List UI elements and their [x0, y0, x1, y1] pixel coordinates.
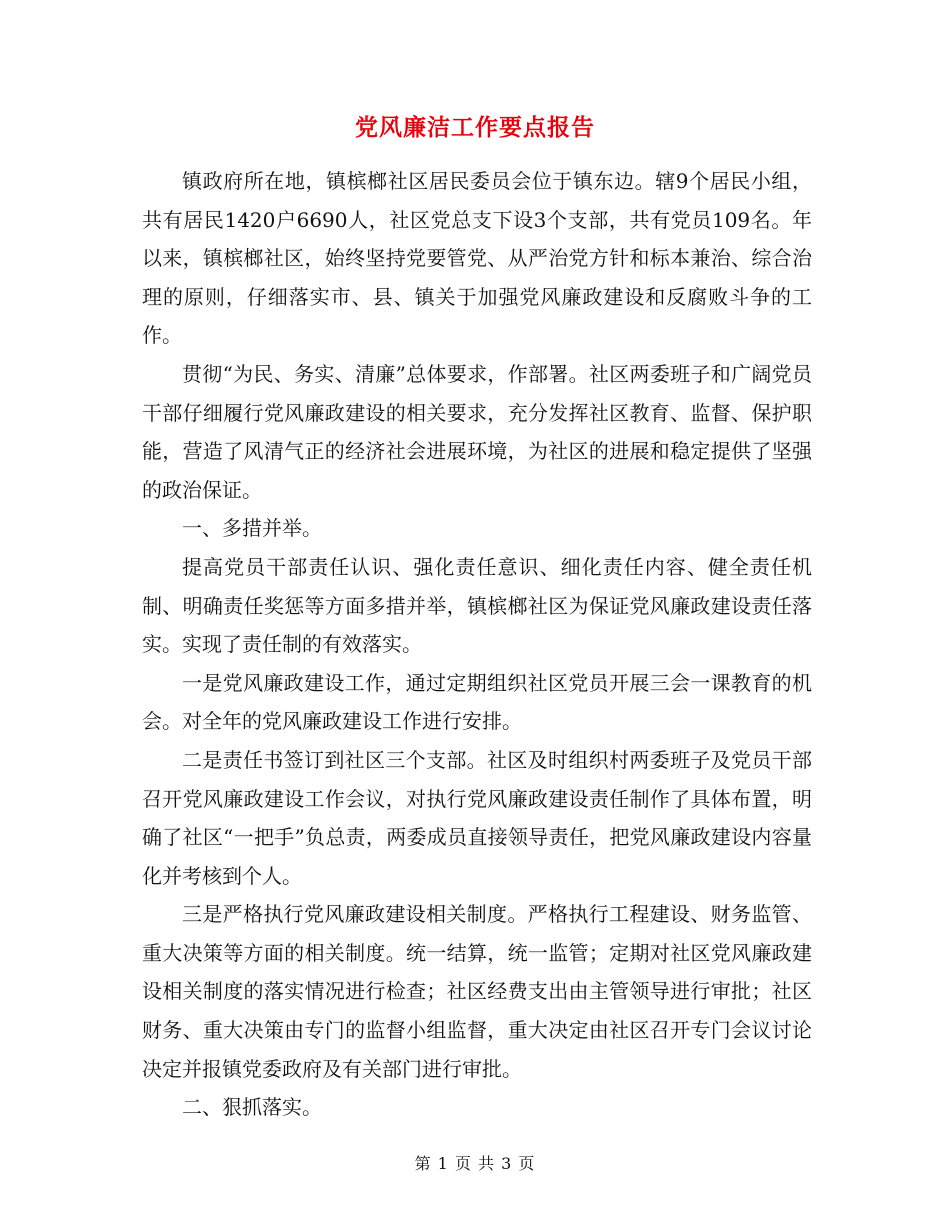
section-heading-1: 一、多措并举。: [182, 516, 322, 541]
document-title: 党风廉洁工作要点报告: [355, 114, 595, 141]
paragraph-point-2: 二是责任书签订到社区三个支部。社区及时组织村两委班子及党员干部召开党风廉政建设工作会议，对执行党风廉政建设责任制作了具体布置，明确了社区“一把手”负总责，两委成员直接领导责任，把党风廉政建设内容量化并考核到个人。: [142, 747, 812, 888]
paragraph-intro: 镇政府所在地，镇槟榔社区居民委员会位于镇东边。辖9个居民小组，共有居民1420户6690人，社区党总支下设3个支部，共有党员109名。年以来，镇槟榔社区，始终坚持党要管党、从严治党方针和标本兼治、综合治理的原则，仔细落实市、县、镇关于加强党风廉政建设和反腐败斗争的工作。: [142, 169, 812, 348]
page-number-footer: 第 1 页 共 3 页: [414, 1154, 536, 1173]
paragraph-requirements: 贯彻“为民、务实、清廉”总体要求，作部署。社区两委班子和广阔党员干部仔细履行党风廉政建设的相关要求，充分发挥社区教育、监督、保护职能，营造了风清气正的经济社会进展环境，为社区的进展和稳定提供了坚强的政治保证。: [142, 361, 812, 502]
document-body: [142, 162, 812, 1127]
paragraph-measures: 提高党员干部责任认识、强化责任意识、细化责任内容、健全责任机制、明确责任奖惩等方面多措并举，镇槟榔社区为保证党风廉政建设责任落实。实现了责任制的有效落实。: [142, 554, 812, 657]
paragraph-point-3: 三是严格执行党风廉政建设相关制度。严格执行工程建设、财务监管、重大决策等方面的相关制度。统一结算，统一监管；定期对社区党风廉政建设相关制度的落实情况进行检查；社区经费支出由主管领导进行审批；社区财务、重大决策由专门的监督小组监督，重大决定由社区召开专门会议讨论决定并报镇党委政府及有关部门进行审批。: [142, 902, 812, 1081]
section-heading-2: 二、狠抓落实。: [182, 1095, 322, 1120]
paragraph-point-1: 一是党风廉政建设工作，通过定期组织社区党员开展三会一课教育的机会。对全年的党风廉政建设工作进行安排。: [142, 670, 812, 734]
